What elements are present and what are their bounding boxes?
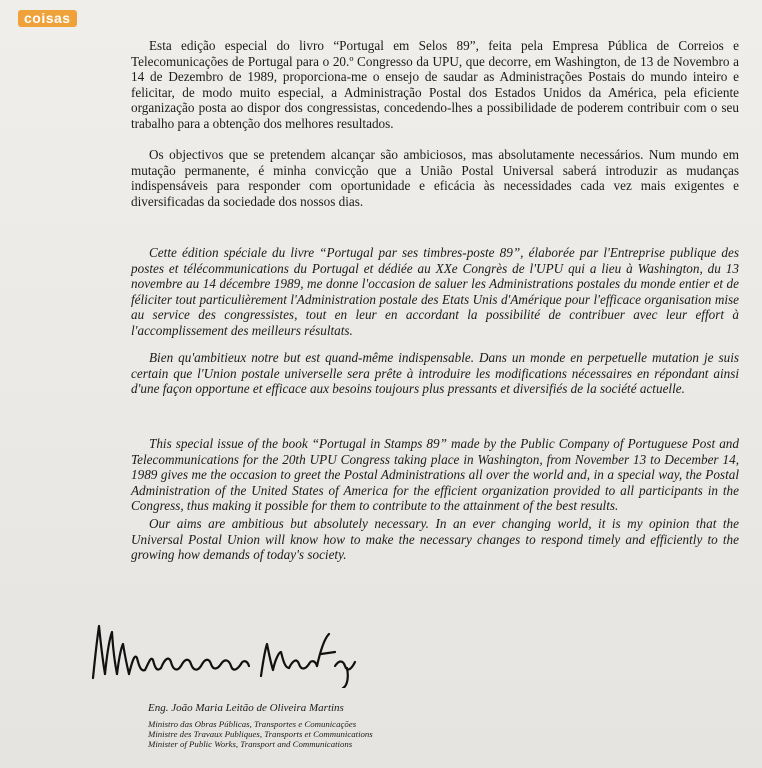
paragraph-text: Os objectivos que se pretendem alcançar são ambiciosos, mas absolutamente necessários. Num mundo em mutação permanente, é minha convicção que a União Postal Universal saberá introduzir as mudanças indispensáveis para responder com oportunidade e eficácia às necessidades cada vez mais exigentes e diversificadas da sociedade dos nossos dias. [131,147,739,209]
handwritten-signature [85,618,365,688]
portuguese-paragraph-2 [131,147,739,209]
watermark-logo: coisas [18,10,77,27]
paragraph-text: This special issue of the book “Portugal in Stamps 89” made by the Public Company of Portuguese Post and Telecommunications for the 20th UPU Congress taking place in Washington, from November 13 to December 14, 1989 gives me the occasion to greet the Postal Administrations all over the world and, in a special way, the Postal Administration of the United States of America for the efficient organization provided to all participants in the Congress, thus making it possible for them to contribute to the attainment of the best results. [131,436,739,514]
signer-name: Eng. João Maria Leitão de Oliveira Martins [148,702,344,714]
paragraph-text: Bien qu'ambitieux notre but est quand-même indispensable. Dans un monde en perpetuelle mutation je suis certain que l'Union postale universelle sera prête à introduire les modifications nécessaires en répondant ainsi d'une façon opportune et efficace aux besoins toujours plus pressants et diversifiés de la société actuelle. [131,350,739,397]
title-english: Minister of Public Works, Transport and Communications [148,739,353,749]
english-paragraph-2 [131,516,739,563]
french-paragraph-2 [131,350,739,397]
portuguese-paragraph-1 [131,38,739,132]
french-paragraph-1 [131,245,739,339]
paragraph-text: Our aims are ambitious but absolutely necessary. In an ever changing world, it is my opinion that the Universal Postal Union will know how to make the necessary changes to respond timely and efficiently to the growing how demands of today's society. [131,516,739,563]
title-french: Ministre des Travaux Publiques, Transports et Communications [148,729,373,739]
english-paragraph-1 [131,436,739,514]
paragraph-text: Cette édition spéciale du livre “Portugal par ses timbres-poste 89”, élaborée par l'Entreprise publique des postes et télécommunications du Portugal et dédiée au XXe Congrès de l'UPU qui a lieu à Washington, du 13 novembre au 14 décembre 1989, me donne l'occasion de saluer les Administrations postales du monde entier et de féliciter tout particulièrement l'Administration postale des Etats Unis d'Amérique pour l'efficace organisation mise au service des congressistes, tout en leur en accordant la possibilité de contribuer avec leur effort à l'accomplissement des meilleurs résultats. [131,245,739,338]
paragraph-text: Esta edição especial do livro “Portugal em Selos 89”, feita pela Empresa Pública de Correios e Telecomunicações de Portugal para o 20.º Congresso da UPU, que decorre, em Washington, de 13 de Novembro a 14 de Dezembro de 1989, proporciona-me o ensejo de saudar as Administrações Postais do mundo inteiro e felicitar, de modo muito especial, a Administração Postal dos Estados Unidos da América, pela eficiente organização posta ao dispor dos congressistas, concedendo-lhes a possibilidade de poderem contribuir com o seu trabalho para a obtenção dos melhores resultados. [131,38,739,131]
title-portuguese: Ministro das Obras Públicas, Transportes e Comunicações [148,719,357,729]
signer-titles [148,719,373,749]
